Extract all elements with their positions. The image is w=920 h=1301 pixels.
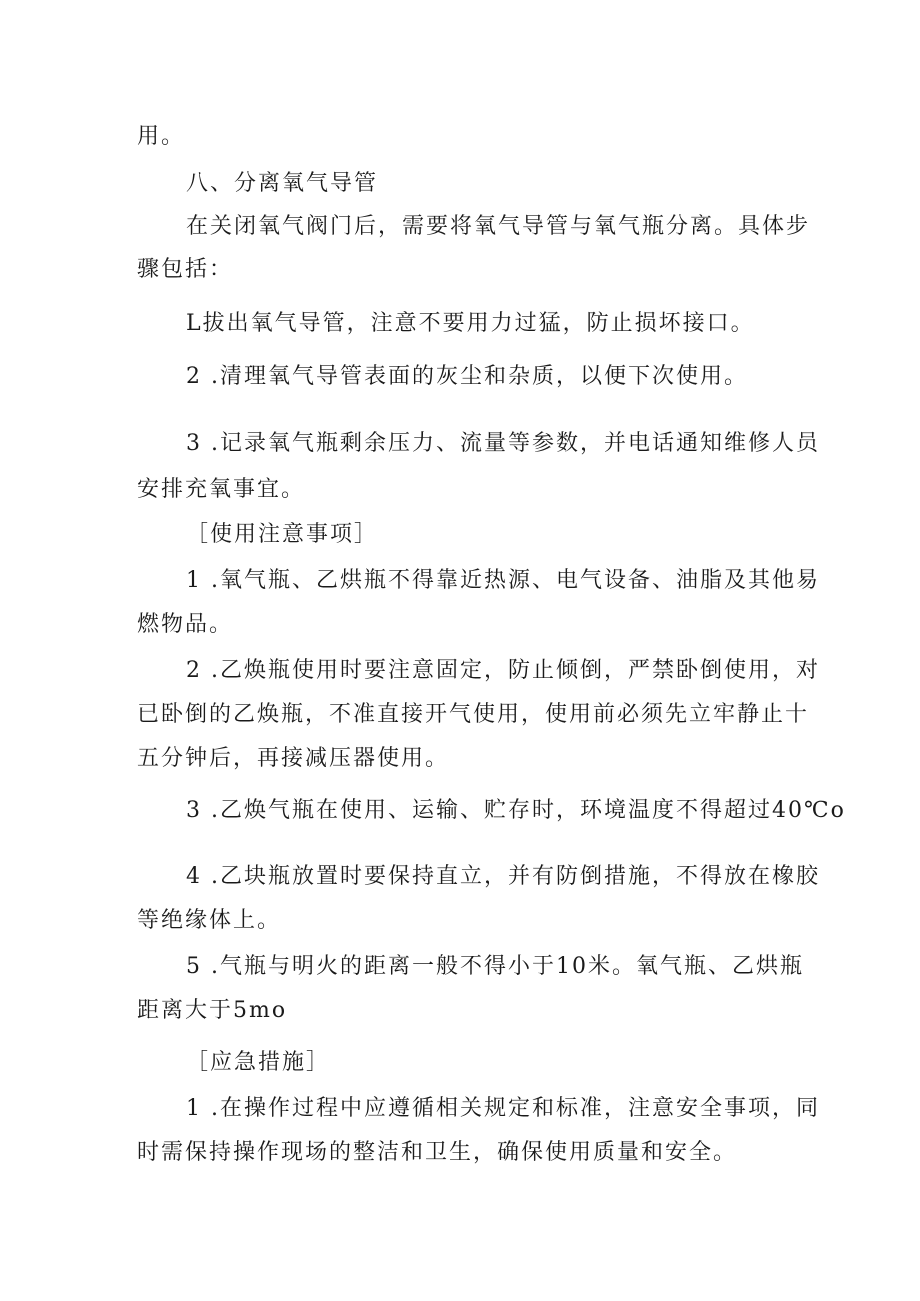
list-item: L拔出氧气导管，注意不要用力过猛，防止损坏接口。	[186, 311, 755, 336]
text-line: 在关闭氧气阀门后，需要将氧气导管与氧气瓶分离。具体步	[186, 214, 811, 239]
list-item: 4 .乙块瓶放置时要保持直立，并有防倒措施，不得放在橡胶	[186, 864, 820, 889]
text-line: 时需保持操作现场的整洁和卫生，确保使用质量和安全。	[137, 1140, 738, 1165]
section-heading-usage-notes: ［使用注意事项］	[186, 522, 379, 547]
list-item: 2 .乙焕瓶使用时要注意固定，防止倾倒，严禁卧倒使用，对	[186, 658, 820, 683]
text-line: 骤包括：	[137, 257, 234, 282]
list-item: 3 .记录氧气瓶剩余压力、流量等参数，并电话通知维修人员	[186, 431, 820, 456]
text-line: 已卧倒的乙焕瓶，不准直接开气使用，使用前必须先立牢静止十	[137, 702, 810, 727]
text-line: 距离大于5mo	[137, 998, 288, 1023]
list-item: 1 .氧气瓶、乙烘瓶不得靠近热源、电气设备、油脂及其他易	[186, 568, 820, 593]
text-line: 五分钟后，再接减压器使用。	[137, 746, 450, 771]
list-item: 1 .在操作过程中应遵循相关规定和标准，注意安全事项，同	[186, 1096, 820, 1121]
list-item: 2 .清理氧气导管表面的灰尘和杂质，以便下次使用。	[186, 364, 748, 389]
section-heading-emergency-measures: ［应急措施］	[186, 1050, 331, 1075]
section-heading-separate-oxygen-tube: 八、分离氧气导管	[186, 171, 379, 196]
list-item: 5 .气瓶与明火的距离一般不得小于10米。氧气瓶、乙烘瓶	[186, 954, 804, 979]
text-line: 燃物品。	[137, 612, 234, 637]
text-line: 等绝缘体上。	[137, 908, 282, 933]
text-line: 安排充氧事宜。	[137, 477, 306, 502]
text-line: 用。	[137, 124, 186, 149]
list-item: 3 .乙焕气瓶在使用、运输、贮存时，环境温度不得超过40℃o	[186, 798, 846, 823]
